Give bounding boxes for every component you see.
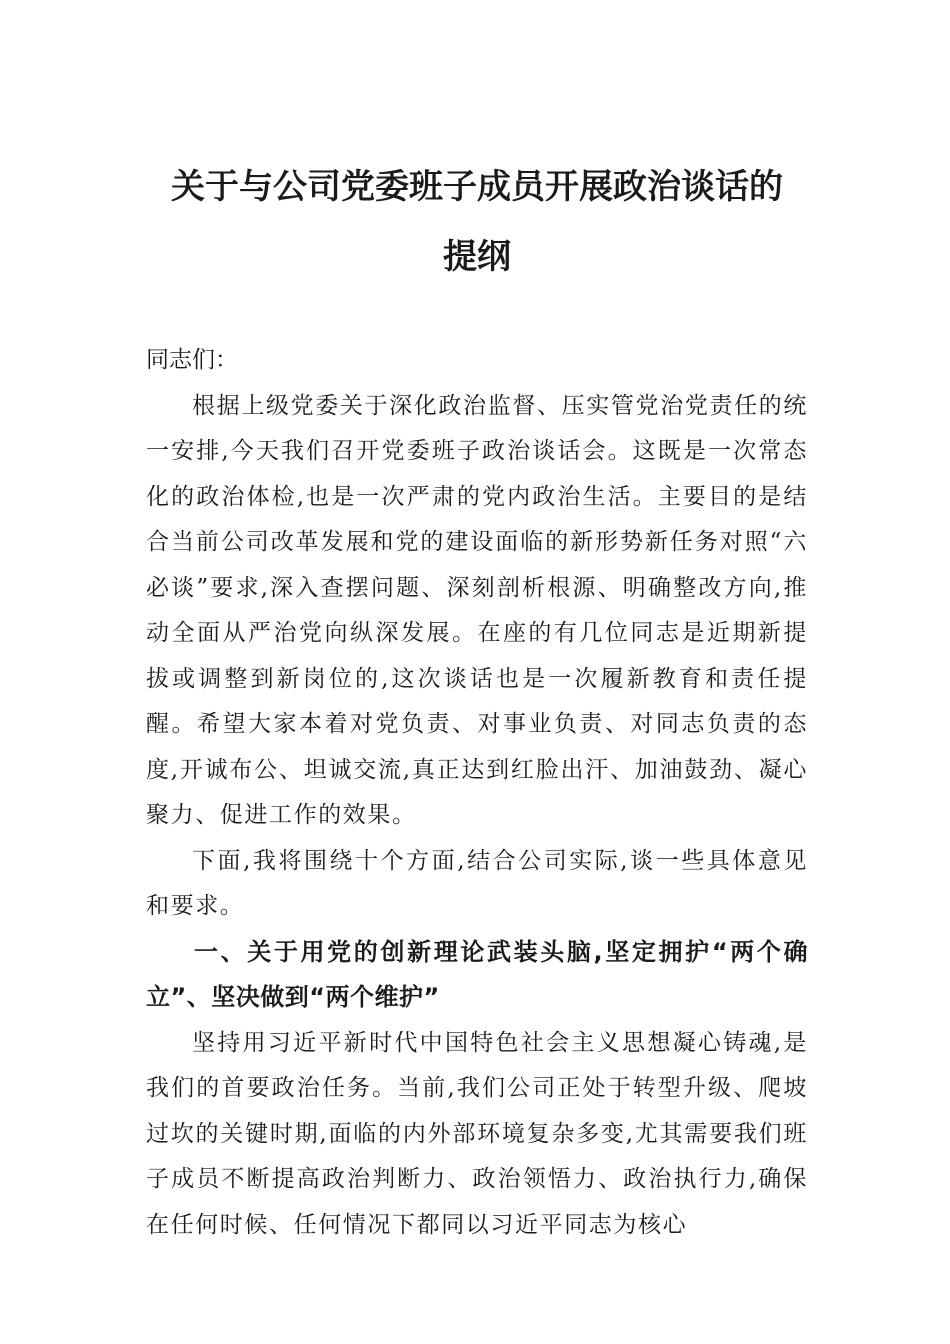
paragraph-outline: 下面,我将围绕十个方面,结合公司实际,谈一些具体意见和要求。 <box>146 847 808 919</box>
section-1-paragraph: 坚持用习近平新时代中国特色社会主义思想凝心铸魂,是我们的首要政治任务。当前,我们公司正处于转型升级、爬坡过坎的关键时期,面临的内外部环境复杂多变,尤其需要我们班子成员不断提高政治判断力、政治领悟力、政治执行力,确保在任何时候、任何情况下都同以习近平同志为核心 <box>146 1029 808 1238</box>
document-page <box>146 152 808 1248</box>
document-body <box>146 338 808 1248</box>
title-line-2: 提纲 <box>443 237 511 277</box>
title-line-1: 关于与公司党委班子成员开展政治谈话的 <box>171 167 783 207</box>
document-title <box>146 152 808 292</box>
paragraph-intro: 根据上级党委关于深化政治监督、压实管党治党责任的统一安排,今天我们召开党委班子政治谈话会。这既是一次常态化的政治体检,也是一次严肃的党内政治生活。主要目的是结合当前公司改革发展和党的建设面临的新形势新任务对照“六必谈”要求,深入查摆问题、深刻剖析根源、明确整改方向,推动全面从严治党向纵深发展。在座的有几位同志是近期新提拔或调整到新岗位的,这次谈话也是一次履新教育和责任提醒。希望大家本着对党负责、对事业负责、对同志负责的态度,开诚布公、坦诚交流,真正达到红脸出汗、加油鼓劲、凝心聚力、促进工作的效果。 <box>146 392 808 828</box>
greeting: 同志们： <box>146 347 238 373</box>
section-1-heading: 一、关于用党的创新理论武装头脑,坚定拥护“两个确立”、坚决做到“两个维护” <box>146 937 808 1011</box>
